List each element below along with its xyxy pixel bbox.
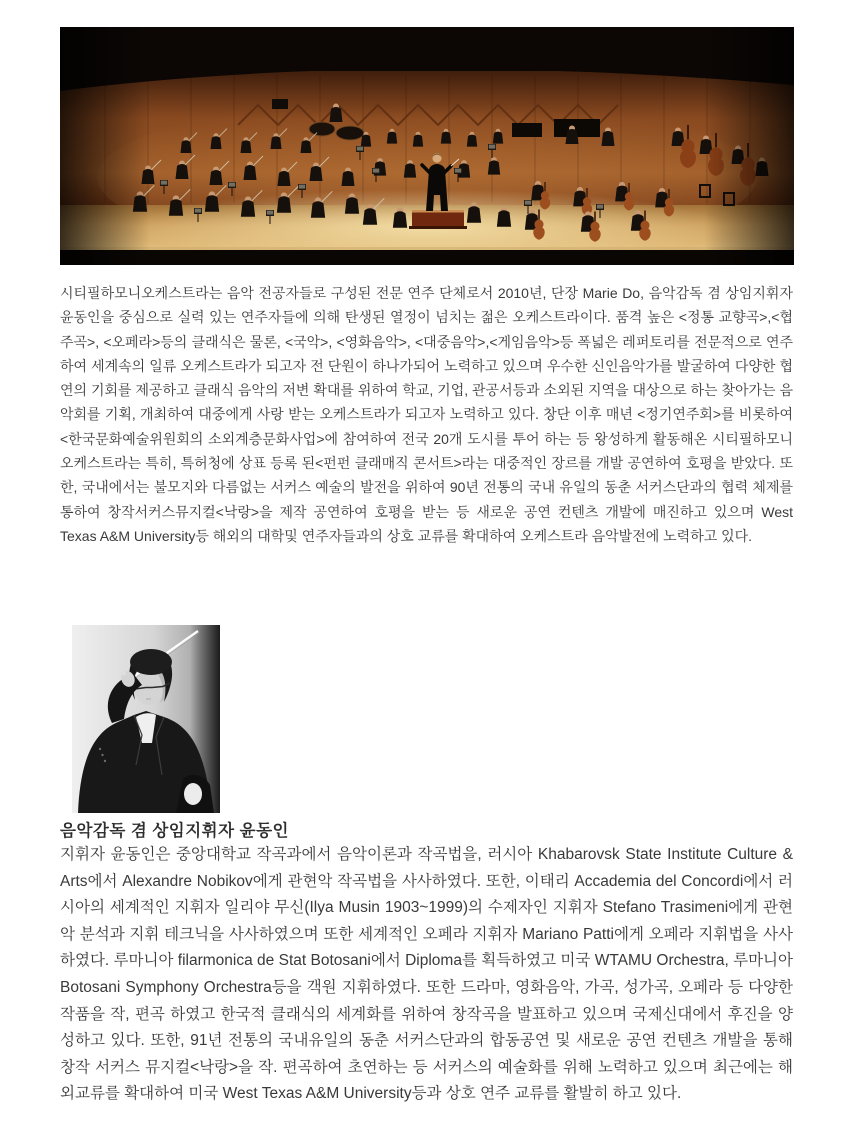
conductor-photo-illustration [72,625,220,813]
orchestra-intro-paragraph: 시티필하모니오케스트라는 음악 전공자들로 구성된 전문 연주 단체로서 2010년, 단장 Marie Do, 음악감독 겸 상임지휘자 윤동인을 중심으로 실력 있는 연주자들에 의해 탄생된 열정이 넘치는 젊은 오케스트라이다. 품격 높은 <정통 교향곡>,<협주곡>, <오페라>등의 클래식은 물론, <국악>, <영화음악>, <대중음악>,<게임음악>등 폭넓은 레퍼토리를 전문적으로 연주하여 세계속의 일류 오케스트라가 되고자 전 단원이 하나가되어 노력하고 있으며 우수한 신인음악가를 발굴하여 다양한 협연의 기회를 제공하고 클래식 음악의 저변 확대를 위하여 학교, 기업, 관공서등과 소외된 지역을 대상으로 하는 찾아가는 음악회를 기획, 개최하여 대중에게 사랑 받는 오케스트라가 되고자 노력하고 있다. 창단 이후 매년 <정기연주회>를 비롯하여 <한국문화예술위원회의 소외계층문화사업>에 참여하여 전국 20개 도시를 투어 하는 등 왕성하게 활동해온 시티필하모니오케스트라는 특히, 특허청에 상표 등록 된<펀펀 클래매직 콘서트>라는 대중적인 장르를 개발 공연하여 호평을 받았다. 또한, 국내에서는 불모지와 다름없는 서커스 예술의 발전을 위하여 90년 전통의 국내 유일의 동춘 서커스단과의 협력 체제를 통하여 창작서커스뮤지컬<낙랑>을 제작 공연하여 호평을 받는 등 새로운 공연 컨텐츠 개발에 매진하고 있으며 West Texas A&M University등 해외의 대학및 연주자들과의 상호 교류를 확대하여 오케스트라 음악발전에 노력하고 있다. [60,285,793,544]
orchestra-photo-illustration [60,27,794,265]
orchestra-stage-photo [60,27,794,265]
conductor-heading: 음악감독 겸 상임지휘자 윤동인 [60,822,289,840]
conductor-bio-paragraph: 지휘자 윤동인은 중앙대학교 작곡과에서 음악이론과 작곡법을, 러시아 Khabarovsk State Institute Culture & Arts에서 Alexandre Nobikov에게 관현악 작곡법을 사사하였다. 또한, 이태리 Accademia del Concordi에서 러시아의 세계적인 지휘자 일리야 무신(Ilya Musin 1903~1999)의 수제자인 지휘자 Stefano Trasimeni에게 관현악 분석과 지휘 테크닉을 사사하였으며 또한 세계적인 오페라 지휘자 Mariano Patti에게 오페라 지휘법을 사사하였다. 루마니아 filarmonica de Stat Botosani에서 Diploma를 획득하였고 미국 WTAMU Orchestra, 루마니아 Botosani Symphony Orchestra등을 객원 지휘하였다. 또한 드라마, 영화음악, 가곡, 성가곡, 오페라 등 다양한 작품을 작, 편곡 하였고 한국적 클래식의 세계화를 위하여 창작곡을 발표하고 있으며 국제신대에서 후진을 양성하고 있다. 또한, 91년 전통의 국내유일의 동춘 서커스단과의 합동공연 및 새로운 공연 컨텐츠 개발을 통해 창작 서커스 뮤지컬<낙랑>을 작. 편곡하여 초연하는 등 서커스의 예술화를 위해 노력하고 있으며 최근에는 해외교류를 확대하여 미국 West Texas A&M University등과 상호 연주 교류를 활발히 하고 있다. [60,846,793,1103]
conductor-portrait-photo [72,625,220,813]
